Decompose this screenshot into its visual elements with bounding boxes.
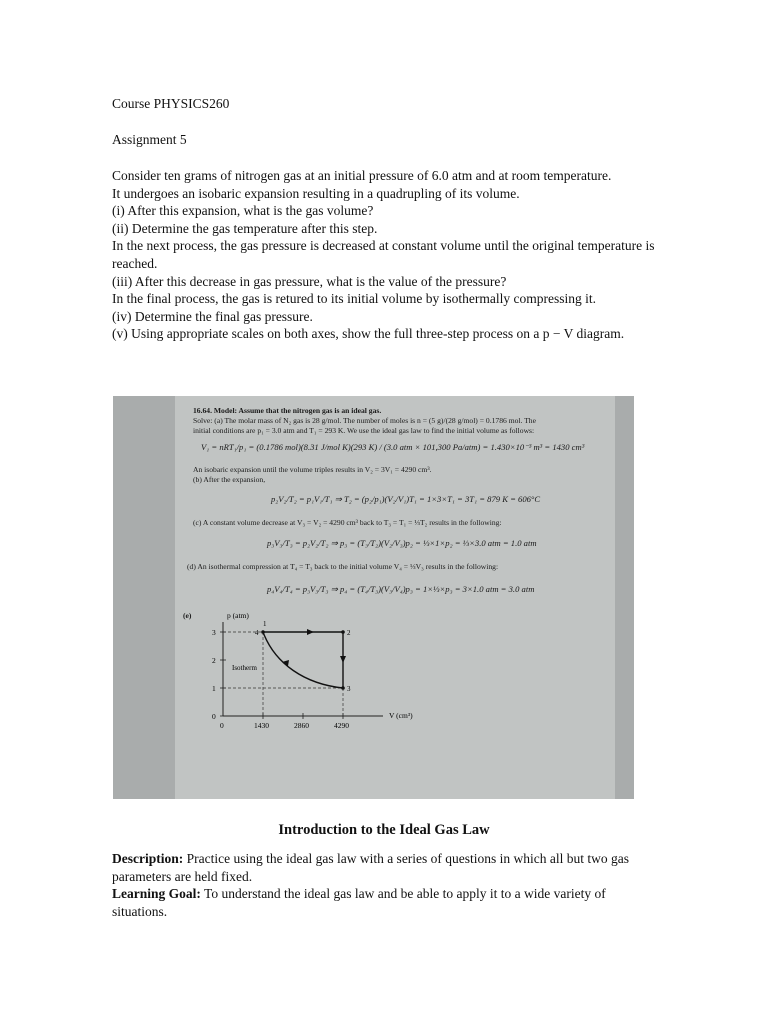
equation-c: p₃V₃/T₃ = p₂V₂/T₂ ⇒ p₃ = (T₃/T₂)(V₂/V₃)p₂ = ⅓×1×p₂ = ⅓×3.0 atm = 1.0 atm bbox=[267, 538, 537, 548]
x-tick-label: 0 bbox=[220, 721, 224, 730]
problem-line: (iv) Determine the final gas pressure. bbox=[112, 308, 313, 324]
equation-a: V₁ = nRT₁/p₁ = (0.1786 mol)(8.31 J/mol K)(293 K) / (3.0 atm × 101,300 Pa/atm) = 1.430×10⁻³ m³ = 1430 cm³ bbox=[201, 442, 585, 452]
solution-photo bbox=[113, 396, 634, 799]
isotherm-label: Isotherm bbox=[232, 664, 257, 672]
point-label: 1 bbox=[263, 620, 267, 628]
x-axis-label: V (cm³) bbox=[389, 711, 413, 720]
point-label: 2 bbox=[347, 629, 351, 637]
y-tick-label: 3 bbox=[212, 628, 216, 637]
pv-diagram bbox=[175, 396, 615, 799]
goal-text: To understand the ideal gas law and be able to apply it to a wide variety of situations. bbox=[112, 886, 606, 919]
y-axis-label: p (atm) bbox=[227, 611, 249, 620]
description-paragraph bbox=[112, 850, 657, 920]
goal-label: Learning Goal: bbox=[112, 886, 201, 902]
solution-line: An isobaric expansion until the volume triples results in V₂ = 3V₁ = 4290 cm³. bbox=[193, 465, 432, 474]
problem-line: In the final process, the gas is retured to its initial volume by isothermally compressing it. bbox=[112, 291, 597, 307]
y-tick-label: 0 bbox=[212, 712, 216, 721]
point-label: 3 bbox=[347, 685, 351, 693]
x-tick-label: 2860 bbox=[294, 721, 309, 730]
part-e-label: (e) bbox=[183, 611, 192, 620]
point-marker bbox=[341, 686, 345, 690]
y-tick-label: 2 bbox=[212, 656, 216, 665]
section-title: Introduction to the Ideal Gas Law bbox=[278, 822, 490, 838]
problem-line: Consider ten grams of nitrogen gas at an initial pressure of 6.0 atm and at room temperature. bbox=[112, 168, 612, 183]
x-tick-label: 4290 bbox=[334, 721, 349, 730]
point-label: 4 bbox=[255, 629, 259, 637]
problem-line: (ii) Determine the gas temperature after this step. bbox=[112, 220, 378, 236]
problem-line: (iii) After this decrease in gas pressure, what is the value of the pressure? bbox=[112, 273, 507, 289]
arrow-right-icon bbox=[307, 629, 314, 635]
solution-line: 16.64. Model: Assume that the nitrogen gas is an ideal gas. bbox=[193, 406, 382, 415]
description-text: Practice using the ideal gas law with a series of questions in which all but two gas parameters are held fixed. bbox=[112, 851, 630, 884]
solution-line: (b) After the expansion, bbox=[193, 475, 266, 484]
course-title: Course PHYSICS260 bbox=[112, 96, 230, 111]
problem-line: (i) After this expansion, what is the gas volume? bbox=[112, 203, 374, 219]
point-marker bbox=[261, 630, 265, 634]
problem-line: In the next process, the gas pressure is decreased at constant volume until the original temperature is reached. bbox=[112, 238, 655, 271]
x-tick-label: 1430 bbox=[254, 721, 269, 730]
equation-b: p₂V₂/T₂ = p₁V₁/T₁ ⇒ T₂ = (p₂/p₁)(V₂/V₁)T₁ = 1×3×T₁ = 3T₁ = 879 K = 606°C bbox=[271, 494, 541, 504]
solution-line: initial conditions are p₁ = 3.0 atm and T₁ = 293 K. We use the ideal gas law to find the initial volume as follows: bbox=[193, 426, 535, 435]
problem-line: It undergoes an isobaric expansion resulting in a quadrupling of its volume. bbox=[112, 185, 520, 201]
solution-line: (c) A constant volume decrease at V₃ = V₂ = 4290 cm³ back to T₃ = T₁ = ⅓T₂ results in the following: bbox=[193, 518, 502, 527]
equation-d: p₄V₄/T₄ = p₃V₃/T₃ ⇒ p₄ = (T₄/T₃)(V₃/V₄)p₃ = 1×⅓×p₃ = 3×1.0 atm = 3.0 atm bbox=[267, 584, 535, 594]
solution-line: Solve: (a) The molar mass of N₂ gas is 28 g/mol. The number of moles is n = (5 g)/(28 g/mol) = 0.1786 mol. The bbox=[193, 416, 536, 425]
problem-statement bbox=[112, 167, 657, 343]
y-tick-label: 1 bbox=[212, 684, 216, 693]
isotherm-curve bbox=[263, 632, 343, 688]
problem-line: (v) Using appropriate scales on both axes, show the full three-step process on a p − V diagram. bbox=[112, 326, 625, 342]
arrow-down-icon bbox=[340, 656, 346, 663]
assignment-title: Assignment 5 bbox=[112, 132, 187, 147]
description-label: Description: bbox=[112, 851, 184, 866]
point-marker bbox=[341, 630, 345, 634]
solution-line: (d) An isothermal compression at T₄ = T₃ back to the initial volume V₄ = ⅓V₃ results in the following: bbox=[187, 562, 499, 571]
textbook-page bbox=[175, 396, 615, 799]
